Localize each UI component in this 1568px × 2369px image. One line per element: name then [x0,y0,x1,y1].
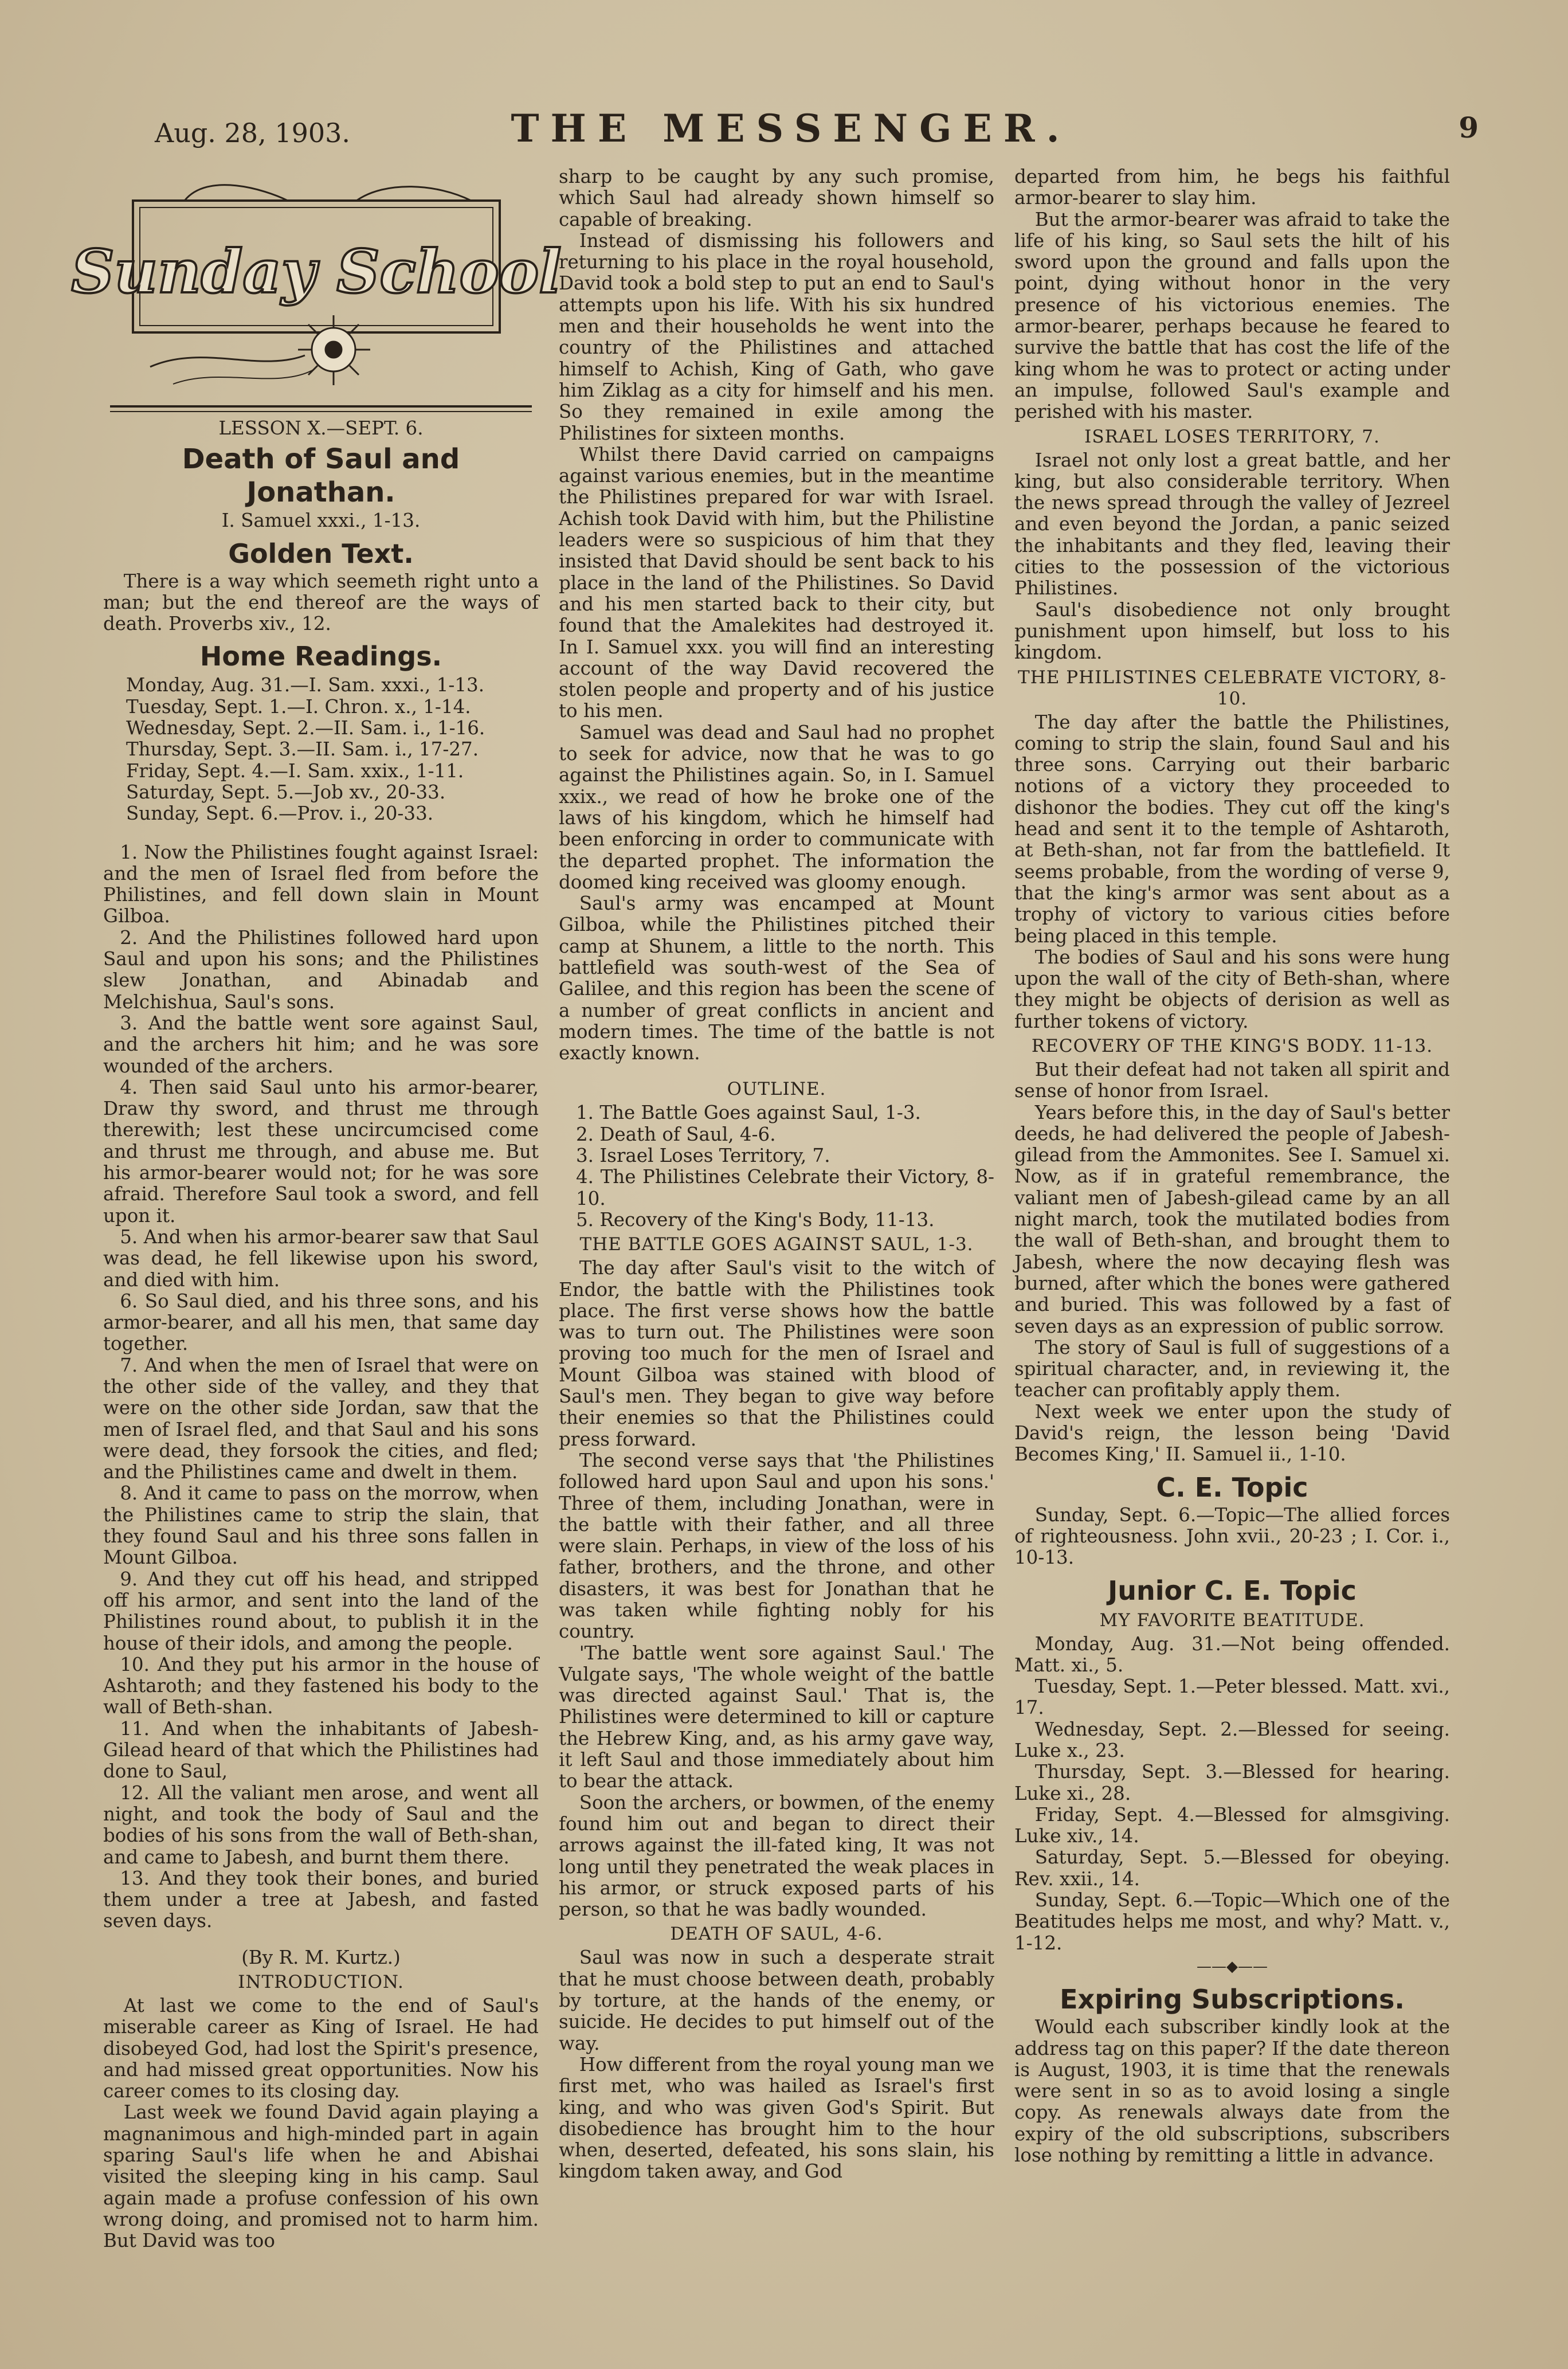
paragraph: The day after Saul's visit to the witch of Endor, the battle with the Philistines took place. The first verse shows how the battle was to turn out. The Philistines were soon proving too much for the men of Israel and Mount Gilboa was stained with blood of Saul's men. They began to give way before their enemies so that the Philistines could press forward. [559,1257,994,1450]
verse: 9. And they cut off his head, and stripped off his armor, and sent into the land of the Philistines round about, to publish it in the house of their idols, and among the people. [103,1568,539,1654]
outline-item: 1. The Battle Goes against Saul, 1-3. [576,1102,921,1124]
paragraph: Last week we found David again playing a magnanimous and high-minded part in again sparing Saul's life when he and Abishai visited the sleeping king in his camp. Saul again made a profuse confession of his own wrong doing, and promised not to harm him. But David was too [103,2101,539,2252]
paragraph: sharp to be caught by any such promise, which Saul had already shown himself so capable of breaking. [559,166,994,230]
reading-item: Friday, Sept. 4.—I. Sam. xxix., 1-11. [126,759,464,782]
verse: 5. And when his armor-bearer saw that Saul was dead, he fell likewise upon his sword, and died with him. [103,1225,539,1291]
lesson-title: Death of Saul and Jonathan. [182,443,460,509]
junior-item: Thursday, Sept. 3.—Blessed for hearing. Luke xi., 28. [1014,1761,1450,1804]
paragraph: The bodies of Saul and his sons were hung upon the wall of the city of Beth-shan, where they might be objects of derision as well as further tokens of victory. [1014,946,1450,1032]
junior-item: Friday, Sept. 4.—Blessed for almsgiving. Luke xiv., 14. [1014,1803,1450,1847]
verse: 1. Now the Philistines fought against Israel: and the men of Israel fled from before the Philistines, and fell down slain in Mount Gilboa. [103,841,539,927]
ce-topic-text: Sunday, Sept. 6.—Topic—The allied forces of righteousness. John xvii., 20-23 ; I. Cor. i., 10-13. [1014,1503,1450,1569]
paragraph: Years before this, in the day of Saul's better deeds, he had delivered the people of Jabesh-gilead from the Ammonites. See I. Samuel xi. Now, as if in grateful remembrance, the valiant men of Jabesh-gilead came by an all night march, took the mutilated bodies from the wall of Beth-shan, and brought them to Jabesh, where the now decaying flesh was burned, after which the bones were gathered and buried. This was followed by a fast of seven days as an expression of public sorrow. [1014,1101,1450,1337]
paragraph: Saul's army was encamped at Mount Gilboa, while the Philistines pitched their camp at Shunem, a little to the north. This battlefield was south-west of the Sea of Galilee, and this region has been the scene of a number of great conflicts in ancient and modern times. The time of the battle is not exactly known. [559,892,994,1064]
reading-item: Sunday, Sept. 6.—Prov. i., 20-33. [126,802,434,825]
paragraph: At last we come to the end of Saul's miserable career as King of Israel. He had disobeyed God, had lost the Spirit's presence, and had missed great opportunities. Now his career comes to its closing day. [103,1995,539,2102]
paragraph: The story of Saul is full of suggestions of a spiritual character, and, in reviewing it, the teacher can profitably apply them. [1014,1336,1450,1401]
section-heading: THE BATTLE GOES AGAINST SAUL, 1-3. [579,1234,974,1255]
paragraph: 'The battle went sore against Saul.' The Vulgate says, 'The whole weight of the battle was directed against Saul.' That is, the Philistines were determined to kill or capture the Hebrew King, and, as his army gave way, it left Saul and those immediately about him to bear the attack. [559,1642,994,1792]
paragraph: Saul's disobedience not only brought punishment upon himself, but loss to his kingdom. [1014,598,1450,664]
ce-topic-heading: C. E. Topic [1156,1471,1308,1503]
paragraph: Soon the archers, or bowmen, of the enemy found him out and began to direct their arrows against the ill-fated king, It was not long until they penetrated the weak places in his armor, or struck exposed parts of his person, so that he was badly wounded. [559,1791,994,1921]
junior-ce-subheading: MY FAVORITE BEATITUDE. [1099,1610,1365,1631]
lesson-number: LESSON X.—SEPT. 6. [218,417,424,439]
reading-item: Tuesday, Sept. 1.—I. Chron. x., 1-14. [126,695,471,718]
junior-item: Tuesday, Sept. 1.—Peter blessed. Matt. xvi., 17. [1014,1675,1450,1719]
verse: 11. And when the inhabitants of Jabesh-Gilead heard of that which the Philistines had done to Saul, [103,1717,539,1783]
outline-list [559,1102,994,1231]
divider [110,405,532,408]
reading-item: Monday, Aug. 31.—I. Sam. xxxi., 1-13. [126,674,485,696]
verse: 7. And when the men of Israel that were on the other side of the valley, and they that were on the other side Jordan, saw that the men of Israel fled, and that Saul and his sons were dead, they forsook the cities, and fled; and the Philistines came and dwelt in them. [103,1354,539,1483]
junior-ce-heading: Junior C. E. Topic [1108,1575,1357,1606]
newspaper-title: THE MESSENGER. [511,106,1071,151]
reading-item: Saturday, Sept. 5.—Job xv., 20-33. [126,781,446,803]
outline-item: 3. Israel Loses Territory, 7. [576,1145,830,1167]
expiring-text: Would each subscriber kindly look at the address tag on this paper? If the date thereon is August, 1903, it is time that the renewals were sent in so as to avoid losing a single copy. As renewals always date from the expiry of the old subscriptions, subscribers lose nothing by remitting a little in advance. [1014,2016,1450,2167]
column-3 [1014,166,1450,2166]
paragraph: Saul was now in such a desperate strait that he must choose between death, probably by torture, at the hands of the enemy, or suicide. He decides to put himself out of the way. [559,1947,994,2054]
column-2 [559,166,994,2183]
outline-item: 4. The Philistines Celebrate their Victory, 8-10. [576,1166,994,1209]
lesson-reference: I. Samuel xxxi., 1-13. [221,510,421,532]
home-readings-list [103,675,539,824]
section-heading: RECOVERY OF THE KING'S BODY. 11-13. [1031,1035,1433,1056]
paragraph: Israel not only lost a great battle, and her king, but also considerable territory. When the news spread through the valley of Jezreel and even beyond the Jordan, a panic seized the inhabitants and they fled, leaving their cities to the possession of the victorious Philistines. [1014,449,1450,600]
expiring-heading: Expiring Subscriptions. [1060,1984,1405,2015]
introduction-heading: INTRODUCTION. [238,1972,404,1992]
verse: 10. And they put his armor in the house of Ashtaroth; and they fastened his body to the wall of Beth-shan. [103,1653,539,1718]
verse: 6. So Saul died, and his three sons, and his armor-bearer, and all his men, that same day together. [103,1290,539,1355]
home-readings-heading: Home Readings. [199,641,442,672]
junior-item: Sunday, Sept. 6.—Topic—Which one of the Beatitudes helps me most, and why? Matt. v., 1-12. [1014,1889,1450,1954]
section-heading: THE PHILISTINES CELEBRATE VICTORY, 8-10. [1018,667,1447,709]
verse: 8. And it came to pass on the morrow, when the Philistines came to strip the slain, that they found Saul and his three sons fallen in Mount Gilboa. [103,1482,539,1569]
golden-text: There is a way which seemeth right unto a man; but the end thereof are the ways of death. Proverbs xiv., 12. [103,570,539,635]
sunday-school-banner [71,178,562,398]
masthead [103,106,1479,163]
banner-lettering: Sunday School [71,236,562,307]
divider [110,411,532,412]
verse: 13. And they took their bones, and buried them under a tree at Jabesh, and fasted seven days. [103,1867,539,1932]
issue-date: Aug. 28, 1903. [155,118,351,148]
paragraph: Next week we enter upon the study of David's reign, the lesson being 'David Becomes King,' II. Samuel ii., 1-10. [1014,1400,1450,1466]
paragraph: How different from the royal young man we first met, who was hailed as Israel's first king, and who was given God's Spirit. But disobedience has brought him to the hour when, deserted, defeated, his sons slain, his kingdom taken away, and God [559,2053,994,2183]
column-1 [71,166,562,2252]
junior-item: Wednesday, Sept. 2.—Blessed for seeing. Luke x., 23. [1014,1718,1450,1761]
paragraph: Samuel was dead and Saul had no prophet to seek for advice, now that he was to go against the Philistines again. So, in I. Samuel xxix., we read of how he broke one of the laws of his kingdom, which he himself had been enforcing in order to communicate with the departed prophet. The information the doomed king received was gloomy enough. [559,721,994,893]
verse: 2. And the Philistines followed hard upon Saul and upon his sons; and the Philistines slew Jonathan, and Abinadab and Melchishua, Saul's sons. [103,926,539,1013]
paragraph: departed from him, he begs his faithful armor-bearer to slay him. [1014,166,1450,209]
reading-item: Thursday, Sept. 3.—II. Sam. i., 17-27. [126,738,479,761]
verse: 4. Then said Saul unto his armor-bearer, Draw thy sword, and thrust me through therewith; lest these uncircumcised come and thrust me through, and abuse me. But his armor-bearer would not; for he was sore afraid. Therefore Saul took a sword, and fell upon it. [103,1076,539,1227]
ornament-divider: ——◆—— [1197,1957,1268,1975]
golden-text-heading: Golden Text. [228,538,414,569]
section-heading: DEATH OF SAUL, 4-6. [670,1924,883,1945]
junior-item: Saturday, Sept. 5.—Blessed for obeying. Rev. xxii., 14. [1014,1846,1450,1890]
section-heading: ISRAEL LOSES TERRITORY, 7. [1084,426,1380,447]
paragraph: The day after the battle the Philistines, coming to strip the slain, found Saul and his three sons. Carrying out their barbaric notions of a victory they proceeded to dishonor the bodies. They cut off the king's head and sent it to the temple of Ashtaroth, at Beth-shan, not far from the battlefield. It seems probable, from the wording of verse 9, that the king's armor was sent about as a trophy of victory to various cities before being placed in this temple. [1014,711,1450,947]
page-number: 9 [1459,111,1479,144]
junior-item: Monday, Aug. 31.—Not being offended. Matt. xi., 5. [1014,1632,1450,1676]
verse: 12. All the valiant men arose, and went all night, and took the body of Saul and the bodies of his sons from the wall of Beth-shan, and came to Jabesh, and burnt them there. [103,1781,539,1868]
outline-item: 5. Recovery of the King's Body, 11-13. [576,1208,935,1231]
paragraph: Instead of dismissing his followers and returning to his place in the royal household, David took a bold step to put an end to Saul's attempts upon his life. With his six hundred men and their households he went into the country of the Philistines and attached himself to Achish, King of Gath, who gave him Ziklag as a city for himself and his men. So they remained in exile among the Philistines for sixteen months. [559,229,994,444]
paragraph: Whilst there David carried on campaigns against various enemies, but in the meantime the Philistines prepared for war with Israel. Achish took David with him, but the Philistine leaders were so suspicious of him that they insisted that David should be sent back to his place in the land of the Philistines. So David and his men started back to their city, but found that the Amalekites had destroyed it. In I. Samuel xxx. you will find an interesting account of the way David recovered the stolen people and property and of his justice to his men. [559,443,994,722]
sunday-school-illustration [71,178,562,398]
paragraph: But the armor-bearer was afraid to take the life of his king, so Saul sets the hilt of his sword upon the ground and falls upon the point, dying without honor in the very presence of his victorious enemies. The armor-bearer, perhaps because he feared to survive the battle that has cost the life of the king whom he was to protect or acting under an impulse, followed Saul's example and perished with his master. [1014,208,1450,423]
outline-item: 2. Death of Saul, 4-6. [576,1123,776,1145]
paragraph: The second verse says that 'the Philistines followed hard upon Saul and upon his sons.' Three of them, including Jonathan, were in the battle with their father, and all three were slain. Perhaps, in view of the loss of his father, brothers, and the throne, and other disasters, it was best for Jonathan that he was taken while fighting nobly for his country. [559,1449,994,1643]
scripture-verses [103,842,539,1932]
reading-item: Wednesday, Sept. 2.—II. Sam. i., 1-16. [126,717,485,739]
outline-heading: OUTLINE. [727,1079,826,1100]
byline: (By R. M. Kurtz.) [241,1946,401,1968]
verse: 3. And the battle went sore against Saul, and the archers hit him; and he was sore wounded of the archers. [103,1012,539,1077]
paragraph: But their defeat had not taken all spirit and sense of honor from Israel. [1014,1058,1450,1102]
